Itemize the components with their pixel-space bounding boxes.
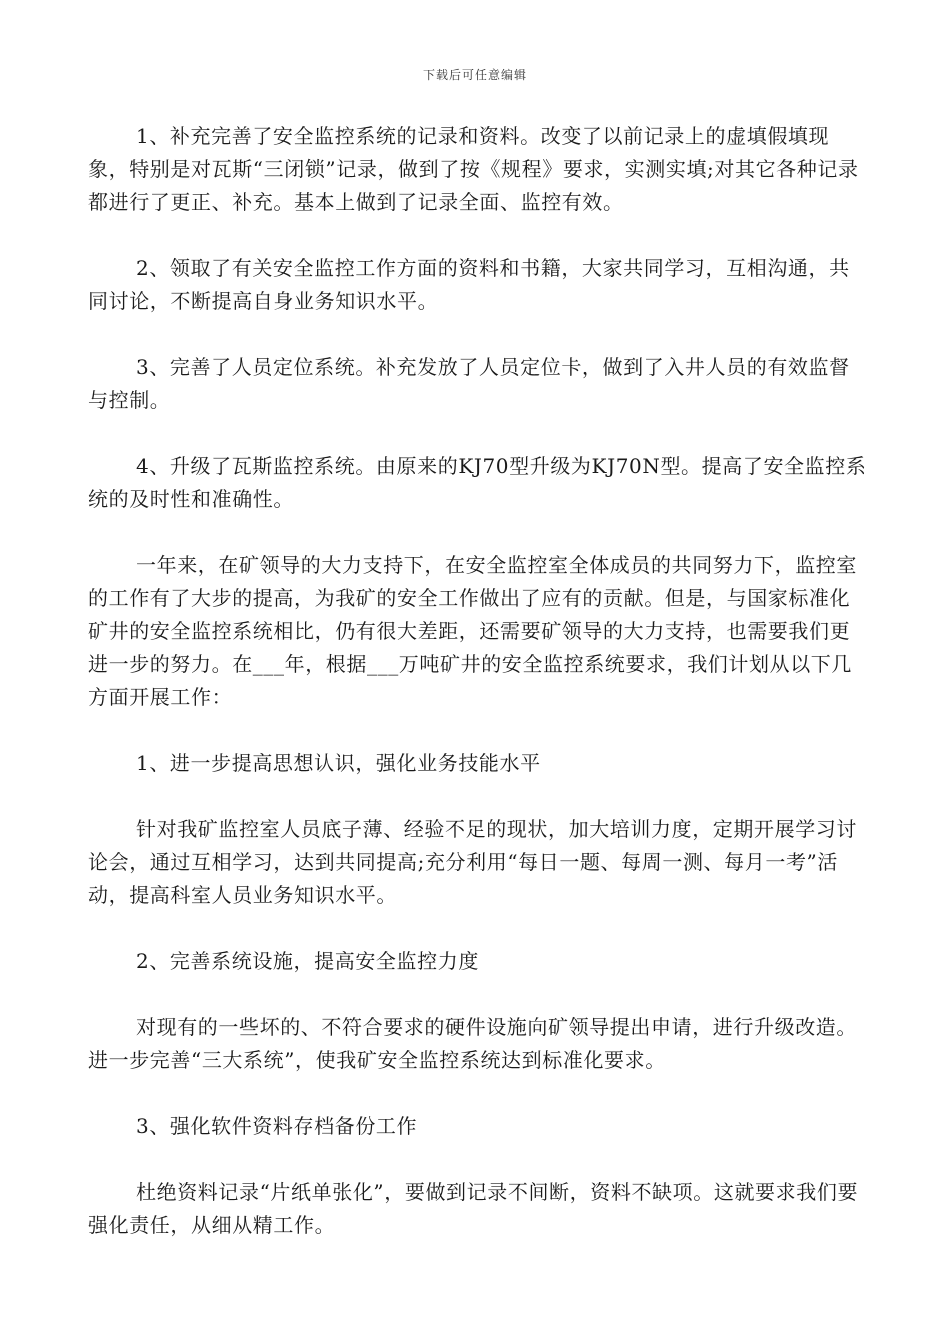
document-body [88, 120, 868, 1275]
paragraph-6: 针对我矿监控室人员底子薄、经验不足的现状，加大培训力度，定期开展学习讨论会，通过互相学习，达到共同提高;充分利用“每日一题、每周一测、每月一考”活动，提高科室人员业务知识水平。 [88, 817, 857, 907]
section-heading-2: 2、完善系统设施，提高安全监控力度 [136, 949, 479, 973]
paragraph-2: 2、领取了有关安全监控工作方面的资料和书籍，大家共同学习，互相沟通，共同讨论，不断提高自身业务知识水平。 [88, 256, 850, 313]
paragraph-1: 1、补充完善了安全监控系统的记录和资料。改变了以前记录上的虚填假填现象，特别是对瓦斯“三闭锁”记录，做到了按《规程》要求，实测实填;对其它各种记录都进行了更正、补充。基本上做到了记录全面、监控有效。 [88, 124, 859, 214]
paragraph-4: 4、升级了瓦斯监控系统。由原来的KJ70型升级为KJ70N型。提高了安全监控系统的及时性和准确性。 [88, 454, 867, 511]
page-header: 下载后可任意编辑 [422, 68, 527, 82]
paragraph-5: 一年来，在矿领导的大力支持下，在安全监控室全体成员的共同努力下，监控室的工作有了大步的提高，为我矿的安全工作做出了应有的贡献。但是，与国家标准化矿井的安全监控系统相比，仍有很大差距，还需要矿领导的大力支持，也需要我们更进一步的努力。在___年，根据___万吨矿井的安全监控系统要求，我们计划从以下几方面开展工作： [88, 553, 857, 709]
section-heading-3: 3、强化软件资料存档备份工作 [136, 1114, 418, 1138]
paragraph-3: 3、完善了人员定位系统。补充发放了人员定位卡，做到了入井人员的有效监督与控制。 [88, 355, 850, 412]
paragraph-8: 杜绝资料记录“片纸单张化”，要做到记录不间断，资料不缺项。这就要求我们要强化责任，从细从精工作。 [88, 1180, 859, 1237]
section-heading-1: 1、进一步提高思想认识，强化业务技能水平 [136, 751, 541, 775]
paragraph-7: 对现有的一些坏的、不符合要求的硬件设施向矿领导提出申请，进行升级改造。进一步完善“三大系统”，使我矿安全监控系统达到标准化要求。 [88, 1015, 857, 1072]
